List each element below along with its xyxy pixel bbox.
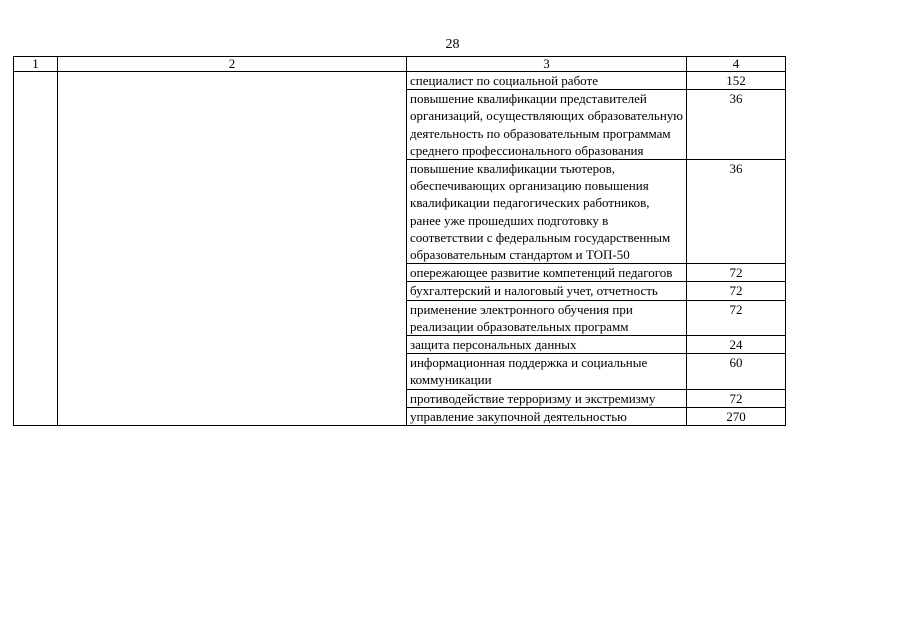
hours-cell: 72: [687, 282, 786, 300]
hours-cell: 72: [687, 389, 786, 407]
hours-cell: 72: [687, 300, 786, 335]
program-name-cell: информационная поддержка и социальные коммуникации: [407, 354, 687, 389]
hours-cell: 72: [687, 264, 786, 282]
hours-cell: 60: [687, 354, 786, 389]
column-header-1: 1: [14, 57, 58, 72]
program-name-cell: управление закупочной деятельностью: [407, 407, 687, 425]
program-name-cell: опережающее развитие компетенций педагогов: [407, 264, 687, 282]
hours-cell: 152: [687, 72, 786, 90]
program-name-cell: специалист по социальной работе: [407, 72, 687, 90]
column-header-2: 2: [58, 57, 407, 72]
column-header-3: 3: [407, 57, 687, 72]
hours-cell: 270: [687, 407, 786, 425]
hours-cell: 36: [687, 160, 786, 264]
table-header-row: [14, 57, 786, 72]
page-number: 28: [445, 37, 460, 52]
program-name-cell: бухгалтерский и налоговый учет, отчетность: [407, 282, 687, 300]
hours-cell: 36: [687, 90, 786, 160]
program-name-cell: повышение квалификации тьютеров, обеспечивающих организацию повышения квалификации педагогических работников, ранее уже прошедших подготовку в соответствии с федеральным государственным образовательным стандартом и ТОП-50: [407, 160, 687, 264]
program-name-cell: защита персональных данных: [407, 336, 687, 354]
hours-cell: 24: [687, 336, 786, 354]
merged-cell-column-1: [14, 72, 58, 426]
program-name-cell: повышение квалификации представителей организаций, осуществляющих образовательную деятельность по образовательным программам среднего профессионального образования: [407, 90, 687, 160]
program-name-cell: применение электронного обучения при реализации образовательных программ: [407, 300, 687, 335]
merged-cell-column-2: [58, 72, 407, 426]
program-name-cell: противодействие терроризму и экстремизму: [407, 389, 687, 407]
programs-table: [13, 56, 786, 426]
column-header-4: 4: [687, 57, 786, 72]
table-row: [14, 72, 786, 90]
